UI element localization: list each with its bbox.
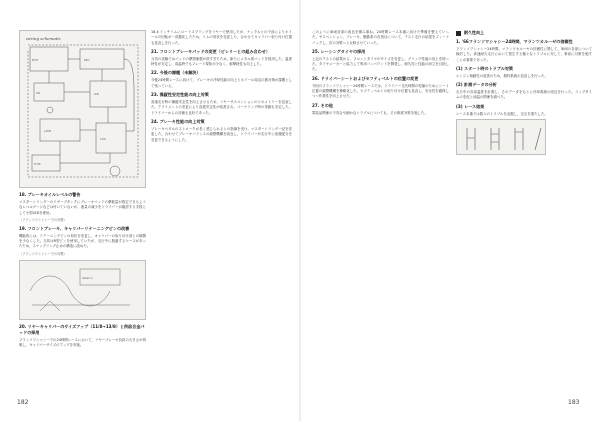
paragraph-1: フランソワシャシー24時間、マランツカルーゼの信頼性に関して、車両の各部について検討した。高速耐久走行において発生する様々なトラブルに対して、事前に対策を施すことが重要であった。 [456,47,592,62]
svg-text:COIL: COIL [100,138,107,141]
heading-20: 20. リヤーキャリパーのサイズアップ（11/8→13/8）と供給合金パッドの採用 [19,323,145,335]
heading-21: 21. フロントブレーキパッドの変更（ピレリーとの組み合わせ） [151,48,270,54]
svg-text:SW: SW [36,92,41,95]
heading-1: 1. '66フランソワシャシー24時間、マランツカルーゼの信頼性 [456,39,573,44]
caption-19: （フランソワシャシーでの対策） [19,251,67,256]
heading-22: 22. 今後の課題（未解決） [151,70,201,76]
heading-24: 24. ブレーキ性能の向上対策 [151,118,205,124]
wiring-diagram-figure [19,30,146,188]
section-title-text: 耐久性向上 [464,30,484,35]
item-1-text: エンジン始動性の改善のため、燃料系統の見直しを行った。 [456,73,548,78]
paragraph-27: 電装品関係の不具合や細かなトラブルについても、その都度対策を施した。 [312,110,428,115]
svg-text:BATT: BATT [32,59,39,62]
right-page-column-2 [456,30,592,400]
svg-text:detail A: detail A [82,275,93,280]
heading-19: 19. フロントブレーキ、キャリパーリテーニングピンの改善 [19,225,130,231]
caption-18: （フランソワシャシーでの対策） [19,217,67,222]
item-1-heading: (1) スタート時のトラブル対策 [456,65,513,71]
svg-text:FUSE: FUSE [34,163,41,166]
paragraph-25: 上記のテストの結果から、フロントタイヤのサイズを変更し、グリップ性能の向上を図った。タイヤメーカーと協力して専用コンパウンドを開発し、耐久性と性能の両立を目指した。 [312,56,449,72]
heading-25: 25. レーシングタイヤの採用 [312,48,366,54]
right-page-column-1 [312,30,449,400]
item-2-text: 走行中の各部温度を計測し、そのデータをもとに冷却系統の改良を行った。ラップタイムの変化と油温の関係を調べた。 [456,90,592,100]
heading-18: 18. ブレーキオイルレベルの警告 [19,192,81,197]
page-number-left: 182 [17,399,29,406]
item-3-text: レース本番では数々のトラブルを克服し、完走を果たした。 [456,111,548,116]
paragraph-24: ブレーキペダルのストロークが長く感じられるとの指摘を受け、マスターシリンダー径を変更した。合わせてブレーキバランスの調整機構を改良し、ドライバーが走行中に前後配分を変更できるようにした。 [151,126,292,142]
heading-27: 27. その他 [312,102,333,108]
section-title [456,30,592,36]
paragraph-26: 今回のフランソワシャシー24時間レースでは、ドライバー交代時間の短縮のためにシート位置の調整機構を簡略化した。セフティベルトの取り付け位置も見直し、安全性を確保しつつ作業性を向上させた。 [312,83,449,99]
paragraph-22: 今後24時間レースに向けて、ブレーキの冷却性能の向上とホイール周辺の熱対策が課題として残っている。 [151,78,292,88]
paragraph-19: 機能的には、リテーニングピンの形状を変更し、キャリパーの取り付け部との隙間を少なくした。当初はR型ピンを使用していたが、走行中に脱落するケースがあったため、スナップリング止めの構造に改めた。 [19,233,146,249]
page-number-right: 183 [568,399,580,406]
bottom-sketch-figure [456,119,546,155]
paragraph-top: このように車両各部の改良を積み重ね、24時間レース本番に向けた準備を整えていった。サスペンション、ブレーキ、駆動系の各項目について、テスト走行の結果をフィードバックし、次の対策へと反映させていった。 [312,30,449,45]
paragraph-20: フランソワシャシーでの24時間レースにおいて、リヤーブレーキ負担の大きさが判明し、キャリパーサイズのアップを実施。 [19,337,146,348]
heading-23: 23. 操縦性安定性能の向上対策 [151,92,209,98]
left-page-column-1 [19,30,146,400]
page-gutter [299,0,301,421]
section-marker-icon [456,31,461,36]
paragraph-18: マスターシリンダーのリザーブタンクにブレーキパッドの摩耗量が推定できるようなレベルゲージなどは付いていないが、液量の減少をドライバーが確認する手段として小型LEDを使用。 [19,200,146,215]
heading-26: 26. ドライバーシートおよびセフティベルトの位置の変更 [312,75,419,81]
item-3-heading: (3) レース結果 [456,103,485,109]
paragraph-23: 高速走行時の操縦安定性を向上させるため、リヤーサスペンションのジオメトリーを見直した。アライメントの変更により直進安定性が改善され、コーナリング時の挙動も安定した。ドライバーからの評価も良好であった。 [151,100,292,115]
paragraph-21: 当初の試験ではパッドの摩擦係数が低すぎたため、新たにメタル系パッドを採用した。温度特性が安定し、高温時でもフェード現象が少なく、耐摩耗性も向上した。 [151,56,292,67]
svg-text:IGN: IGN [94,93,99,96]
svg-text:wiring schematic: wiring schematic [26,36,61,41]
paragraph-top: 18.4 インチリムにロードスプリングをリヤーで使用したが、ナックルとの干渉によりホイールの回転が一部悪化したため、リムの形状を変更した。合わせてキャリパー取り付け位置も見直しを行った。 [151,30,292,45]
svg-text:LAMP: LAMP [44,130,52,133]
item-2-heading: (2) 計測データの分析 [456,82,497,88]
left-page-column-2 [151,30,292,400]
svg-text:REG: REG [84,59,90,62]
sketch-figure [19,260,146,320]
